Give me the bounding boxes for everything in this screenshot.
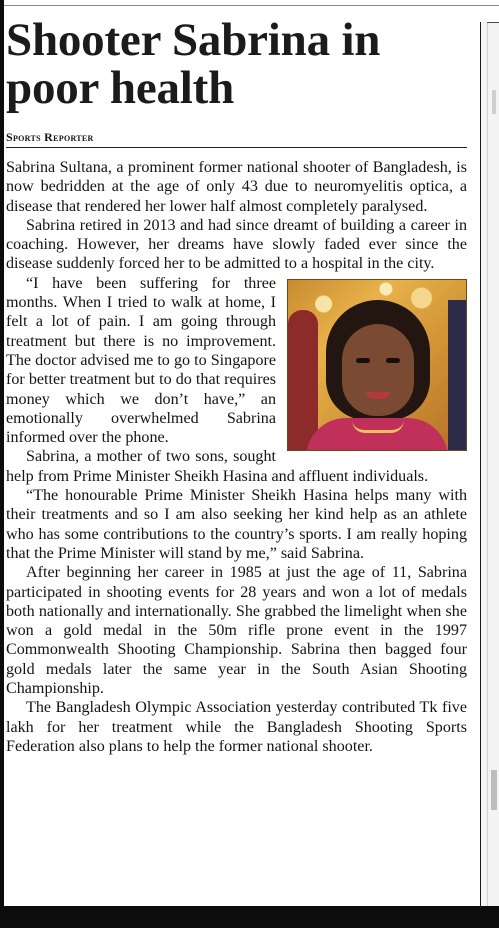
article-headline: Shooter Sabrina in poor health: [6, 14, 381, 114]
article-paragraph: The Bangladesh Olympic Association yesterday contributed Tk five lakh for her treatment while the Bangladesh Shooting Sports Federation also plans to help the former national shooter.: [6, 699, 467, 755]
photo-mouth: [366, 392, 390, 399]
photo-face: [342, 324, 414, 416]
photo-necklace: [352, 420, 404, 433]
article-body: [6, 158, 467, 756]
article-byline: Sports Reporter: [6, 130, 467, 148]
article-paragraph: “The honourable Prime Minister Sheikh Hasina helps many with their treatments and so I am also seeking her kind help as an athlete who has some contributions to the country’s sports. I am really hoping that the Prime Minister will stand by me,” said Sabrina.: [6, 487, 467, 562]
news-article: [6, 16, 467, 756]
photo: [287, 279, 467, 451]
column-divider: [487, 22, 488, 906]
column-divider-cap: [487, 22, 499, 23]
adjacent-column-mark: [491, 770, 497, 810]
top-rule: [0, 5, 499, 6]
page-bottom-edge: [0, 906, 499, 928]
article-paragraph: Sabrina Sultana, a prominent former national shooter of Bangladesh, is now bedridden at the age of only 43 due to neuromyelitis optica, a disease that rendered her lower half almost completely paralysed.: [6, 159, 467, 215]
photo-eye: [356, 358, 370, 363]
adjacent-column-mark: [492, 90, 496, 114]
photo-bystander-right: [448, 300, 466, 450]
photo-bystander-left: [288, 310, 318, 450]
photo-eye: [386, 358, 400, 363]
article-paragraph-text: “I have been suffering for three months. When I tried to walk at home, I felt a lot of pain. I am going through treatment but there is no improvement. The doctor advised me to go to Singapore for better treatment but to do that requires money which we don’t have,” an emotionally overwhelmed Sabrina informed over the phone.: [6, 274, 276, 447]
page-left-edge: [0, 0, 4, 928]
article-paragraph: [6, 274, 467, 448]
article-paragraph: After beginning her career in 1985 at just the age of 11, Sabrina participated in shooting events for 28 years and won a lot of medals both nationally and internationally. She grabbed the limelight when she won a gold medal in the 50m rifle prone event in the 1997 Commonwealth Shooting Championship. Sabrina then bagged four gold medals later the same year in the South Asian Shooting Championship.: [6, 564, 467, 698]
article-paragraph: Sabrina, a mother of two sons, sought help from Prime Minister Sheikh Hasina and affluent individuals.: [6, 448, 429, 485]
article-paragraph: Sabrina retired in 2013 and had since dreamt of building a career in coaching. However, her dreams have slowly faded ever since the disease suddenly forced her to be admitted to a hospital in the city.: [6, 216, 467, 273]
